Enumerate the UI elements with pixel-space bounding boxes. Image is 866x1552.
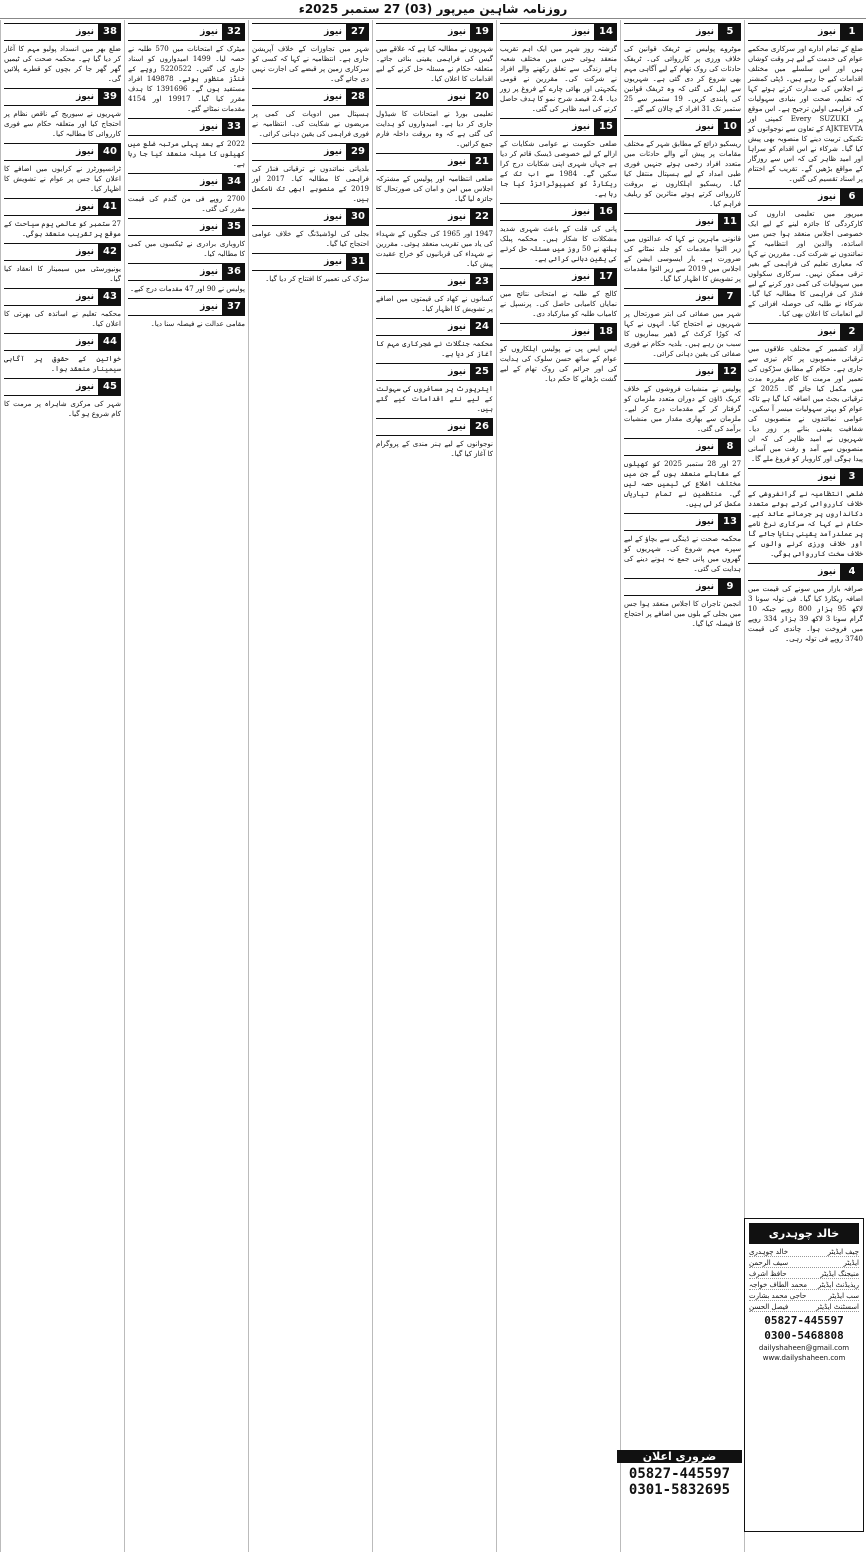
news-tag-label: نیوز [500,118,595,136]
news-number: 3 [841,468,863,486]
news-text: ضلعی انتظامیہ نے گرانفروشی کے خلاف کارروائی کرتے ہوئے متعدد دکانداروں پر جرمانے عائد کیے۔ حکام نے کہا کہ سرکاری نرخ نامے پر عملدرآمد یقینی بنایا جائے گا اور خلاف ورزی کرنے والوں کے خلاف سخت کارروائی ہوگی۔ [748,490,863,558]
page-header [0,0,866,19]
news-item [500,323,617,384]
news-text: موٹروے پولیس نے ٹریفک قوانین کی خلاف ورزی پر کارروائی کی۔ ٹریفک حادثات کی روک تھام کے لیے آگاہی مہم بھی شروع کر دی گئی ہے۔ شہریوں سے اپیل کی گئی کہ وہ ٹریفک قوانین کی پابندی کریں۔ 19 ستمبر سے 25 ستمبر تک 31 افراد کے چالان کیے گئے۔ [624,45,741,113]
masthead-person: حافظ اشرف [749,1270,787,1278]
news-tag-label: نیوز [4,198,99,216]
news-item [748,188,863,319]
news-item [4,243,121,284]
news-text: پانی کی قلت کے باعث شہری شدید مشکلات کا شکار ہیں۔ محکمہ پبلک ہیلتھ نے 50 روز میں مسئلہ حل کرنے کی یقین دہانی کرائی ہے۔ [500,225,617,263]
news-text: شہر میں تجاوزات کے خلاف آپریشن جاری ہے۔ انتظامیہ نے کہا کہ کسی کو سرکاری زمین پر قبضے کی اجازت نہیں دی جائے گی۔ [252,45,369,83]
news-tag-label: نیوز [4,23,99,41]
news-item [624,118,741,209]
news-text: شہر میں صفائی کی ابتر صورتحال پر شہریوں نے احتجاج کیا۔ انہوں نے کہا کہ کوڑا کرکٹ کے ڈھیر بیماریوں کا سبب بن رہے ہیں۔ بلدیہ حکام نے فوری صفائی کی یقین دہانی کرائی۔ [624,310,741,358]
news-item [376,273,493,314]
masthead-phone-2: 0300-5468808 [764,1329,844,1342]
news-number: 13 [719,513,741,531]
news-tag [128,263,245,281]
news-tag [252,208,369,226]
news-tag-label: نیوز [624,213,719,231]
news-text: ٹرانسپورٹرز نے کرایوں میں اضافے کا اعلان کیا جس پر عوام نے تشویش کا اظہار کیا۔ [4,165,121,193]
news-tag [4,88,121,106]
news-text: ضلعی انتظامیہ اور پولیس کے مشترکہ اجلاس میں امن و امان کی صورتحال کا جائزہ لیا گیا۔ [376,175,493,203]
news-tag-label: نیوز [748,563,841,581]
news-number: 11 [719,213,741,231]
news-text: ریسکیو ذرائع کے مطابق شہر کے مختلف مقامات پر پیش آنے والے حادثات میں متعدد افراد زخمی ہوئے جنہیں فوری طبی امداد کے لیے ہسپتال منتقل کیا گیا۔ ریسکیو اہلکاروں نے بروقت کارروائی کرتے ہوئے متاثرین کو ریلیف فراہم کیا۔ [624,140,741,208]
news-text: بجلی کی لوڈشیڈنگ کے خلاف عوامی احتجاج کیا گیا۔ [252,230,369,248]
news-number: 14 [595,23,617,41]
news-tag [624,438,741,456]
news-item [252,23,369,84]
news-tag-label: نیوز [500,268,595,286]
news-tag-label: نیوز [500,203,595,221]
news-item [128,173,245,214]
column-2 [620,20,744,1552]
news-number: 1 [841,23,863,41]
news-tag [624,213,741,231]
news-text: شہریوں نے مطالبہ کیا ہے کہ علاقے میں گیس کی فراہمی یقینی بنائی جائے۔ متعلقہ حکام نے مسئلہ حل کرنے کے لیے اقدامات کا اعلان کیا۔ [376,45,493,83]
news-tag [624,513,741,531]
news-tag [748,23,863,41]
news-tag-label: نیوز [376,363,471,381]
news-text: گزشتہ روز شہر میں ایک اہم تقریب منعقد ہوئی جس میں مختلف شعبہ ہائے زندگی سے تعلق رکھنے والے افراد نے شرکت کی۔ مقررین نے قومی یکجہتی اور بھائی چارے کے فروغ پر زور دیا۔ 2.4 فیصد شرح نمو کا ہدف حاصل کرنے کی امید ظاہر کی گئی۔ [500,45,617,113]
news-item [376,88,493,149]
news-item [624,513,741,574]
news-item [748,468,863,559]
news-tag [500,323,617,341]
masthead-row [749,1281,859,1290]
news-text: مقامی عدالت نے فیصلہ سنا دیا۔ [150,320,245,328]
news-tag-label: نیوز [128,263,223,281]
news-number: 20 [471,88,493,106]
news-number: 2 [841,323,863,341]
news-tag [252,143,369,161]
notice-phone-2: 0301-5832695 [628,1482,731,1498]
news-tag [128,118,245,136]
news-tag-label: نیوز [4,378,99,396]
news-number: 30 [347,208,369,226]
news-tag [252,88,369,106]
news-text: میرپور میں تعلیمی اداروں کی کارکردگی کا جائزہ لینے کے لیے ایک خصوصی اجلاس منعقد ہوا جس میں اساتذہ، والدین اور انتظامیہ کے نمائندوں نے شرکت کی۔ مقررین نے کہا کہ معیاری تعلیم کی فراہمی کے بغیر ترقی ممکن نہیں۔ سرکاری سکولوں میں سہولیات کی کمی دور کرنے کے لیے فنڈز کی فراہمی کا مطالبہ کیا گیا۔ شرکاء نے طلبہ کی حوصلہ افزائی کے لیے انعامات کا اعلان بھی کیا۔ [748,210,863,318]
news-text: آزاد کشمیر کے مختلف علاقوں میں ترقیاتی منصوبوں پر کام تیزی سے جاری ہے۔ حکام کے مطابق سڑکوں کی تعمیر اور مرمت کا کام مقررہ مدت میں مکمل کیا جائے گا۔ 2025 کے ترقیاتی بجٹ میں اضافہ کیا گیا ہے تاکہ عوام کو بہتر سہولیات میسر آ سکیں۔ عوامی نمائندوں نے منصوبوں کی شفافیت یقینی بنانے پر زور دیا۔ شہریوں نے امید ظاہر کی کہ ان منصوبوں سے آمد و رفت میں آسانی پیدا ہوگی اور کاروبار کو فروغ ملے گا۔ [748,345,863,463]
news-text: تعلیمی بورڈ نے امتحانات کا شیڈول جاری کر دیا ہے۔ امیدواروں کو ہدایت کی گئی ہے کہ وہ بروقت داخلہ فارم جمع کرائیں۔ [376,110,493,148]
masthead-person: سیف الرحمن [749,1259,789,1267]
news-tag-label: نیوز [4,243,99,261]
news-item [4,378,121,419]
news-item [748,23,863,184]
news-tag-label: نیوز [624,288,719,306]
news-tag [128,23,245,41]
news-number: 43 [99,288,121,306]
news-item [4,88,121,139]
news-tag [376,208,493,226]
news-item [4,198,121,239]
news-tag [500,268,617,286]
news-number: 29 [347,143,369,161]
news-tag-label: نیوز [376,418,471,436]
news-tag-label: نیوز [376,153,471,171]
news-item [624,288,741,359]
news-item [376,153,493,204]
news-text: پولیس نے 90 اور 47 مقدمات درج کیے۔ [129,285,245,293]
news-text: سڑک کی تعمیر کا افتتاح کر دیا گیا۔ [265,275,369,283]
news-tag [128,173,245,191]
news-number: 34 [223,173,245,191]
news-number: 32 [223,23,245,41]
news-item [624,23,741,114]
news-tag-label: نیوز [500,323,595,341]
news-text: نوجوانوں کے لیے ہنر مندی کے پروگرام کا آغاز کیا گیا۔ [376,440,493,458]
news-tag-label: نیوز [128,218,223,236]
news-text: 27 ستمبر کو عالمی یوم سیاحت کے موقع پر تقریب منعقد ہوگی۔ [4,220,121,238]
news-tag-label: نیوز [624,438,719,456]
news-item [4,143,121,194]
masthead-row [749,1259,859,1268]
masthead-box [744,1218,864,1532]
news-tag [4,243,121,261]
news-number: 22 [471,208,493,226]
masthead-email[interactable]: dailyshaheen@gmail.com [758,1344,850,1352]
news-tag-label: نیوز [252,143,347,161]
news-number: 36 [223,263,245,281]
news-tag [624,578,741,596]
news-item [4,333,121,374]
news-tag [624,363,741,381]
news-item [624,578,741,629]
news-number: 8 [719,438,741,456]
masthead-row [749,1248,859,1257]
news-item [500,268,617,319]
news-text: محکمہ جنگلات نے شجرکاری مہم کا آغاز کر دیا ہے۔ [376,340,493,358]
news-item [500,203,617,264]
masthead-role: ایڈیٹر [843,1259,859,1267]
masthead-phone-1: 05827-445597 [764,1314,844,1327]
news-tag [376,318,493,336]
masthead-role: سب ایڈیٹر [828,1292,859,1300]
news-text: صرافہ بازار میں سونے کی قیمت میں اضافہ ریکارڈ کیا گیا۔ فی تولہ سونا 3 لاکھ 95 ہزار 800 روپے جبکہ 10 گرام سونا 3 لاکھ 39 ہزار 334 روپے میں فروخت ہوا۔ چاندی کی قیمت 3740 روپے فی تولہ رہی۔ [748,585,863,643]
news-number: 40 [99,143,121,161]
news-tag-label: نیوز [4,288,99,306]
news-tag-label: نیوز [4,143,99,161]
news-tag [4,198,121,216]
news-tag-label: نیوز [128,118,223,136]
news-tag [624,288,741,306]
news-number: 5 [719,23,741,41]
news-tag [500,23,617,41]
notice-box [617,1450,742,1498]
news-number: 12 [719,363,741,381]
masthead-row [749,1292,859,1301]
news-text: ضلعی حکومت نے عوامی شکایات کے ازالے کے لیے خصوصی ڈیسک قائم کر دیا ہے جہاں شہری اپنی شکایات درج کرا سکیں گے۔ 1984 سے اب تک کے ریکارڈ کو کمپیوٹرائزڈ کیا جا رہا ہے۔ [500,140,617,198]
news-tag [748,563,863,581]
news-tag [748,188,863,206]
news-tag-label: نیوز [4,333,99,351]
page-title: روزنامہ شاہین میرپور (03) 27 ستمبر 2025ء [298,2,568,16]
news-number: 41 [99,198,121,216]
news-item [376,208,493,269]
news-text: 2700 روپے فی من گندم کی قیمت مقرر کی گئی۔ [128,195,245,213]
news-number: 23 [471,273,493,291]
news-item [624,213,741,284]
masthead-website[interactable]: www.dailyshaheen.com [762,1354,846,1362]
news-number: 18 [595,323,617,341]
news-tag-label: نیوز [748,468,841,486]
masthead-person: محمد الطاف خواجہ [749,1281,807,1289]
news-text: بلدیاتی نمائندوں نے ترقیاتی فنڈز کی فراہمی کا مطالبہ کیا۔ 2017 اور 2019 کے منصوبے ابھی تک نامکمل ہیں۔ [252,165,369,203]
news-tag [624,23,741,41]
news-number: 35 [223,218,245,236]
news-tag-label: نیوز [748,323,841,341]
news-text: پولیس نے منشیات فروشوں کے خلاف کریک ڈاؤن کے دوران متعدد ملزمان کو گرفتار کر کے مقدمات درج کر لیے۔ ملزمان سے بھاری مقدار میں منشیات برآمد کی گئی۔ [624,385,741,433]
column-3 [496,20,620,1552]
masthead-person: فیصل الحسن [749,1303,789,1311]
column-6 [124,20,248,1552]
news-item [128,218,245,259]
news-tag [4,288,121,306]
news-tag [376,88,493,106]
news-number: 45 [99,378,121,396]
news-tag [500,118,617,136]
news-text: ضلع کے تمام ادارے اور سرکاری محکمے عوام کی خدمت کے لیے ہر وقت کوشاں ہیں اور اس سلسلے میں مختلف اقدامات کیے جا رہے ہیں۔ ڈپٹی کمشنر نے اجلاس کی صدارت کرتے ہوئے کہا کہ تعلیم، صحت اور بنیادی سہولیات کی فراہمی اولین ترجیح ہے۔ اس موقع پر Every SUZUKI کمپنی اور AJKTEVTA کے تعاون سے نوجوانوں کو تکنیکی تربیت دینے کا منصوبہ بھی پیش کیا گیا۔ شرکاء نے اس اقدام کو سراہا اور امید ظاہر کی کہ اس سے روزگار کے مواقع بڑھیں گے۔ تقریب کے اختتام پر اسناد تقسیم کی گئیں۔ [748,45,863,183]
masthead-row [749,1303,859,1312]
news-tag-label: نیوز [624,363,719,381]
news-tag-label: نیوز [376,273,471,291]
news-tag [376,273,493,291]
column-4 [372,20,496,1552]
masthead-role: ریذیڈنٹ ایڈیٹر [817,1281,859,1289]
news-tag [4,143,121,161]
news-tag-label: نیوز [748,23,841,41]
news-tag-label: نیوز [376,88,471,106]
news-number: 39 [99,88,121,106]
news-number: 28 [347,88,369,106]
masthead-role: منیجنگ ایڈیٹر [820,1270,859,1278]
newspaper-page [0,20,866,1552]
news-text: ضلع بھر میں انسداد پولیو مہم کا آغاز کر دیا گیا ہے۔ محکمہ صحت کی ٹیمیں گھر گھر جا کر بچوں کو قطرے پلائیں گی۔ [4,45,121,83]
news-text: یونیورسٹی میں سیمینار کا انعقاد کیا گیا۔ [4,265,121,283]
news-number: 33 [223,118,245,136]
news-number: 17 [595,268,617,286]
news-tag [128,298,245,316]
news-tag [4,378,121,396]
news-item [748,323,863,464]
news-number: 25 [471,363,493,381]
news-tag [252,23,369,41]
news-item [376,23,493,84]
news-item [252,253,369,284]
news-tag-label: نیوز [128,23,223,41]
news-number: 10 [719,118,741,136]
news-tag-label: نیوز [624,513,719,531]
news-number: 37 [223,298,245,316]
news-tag-label: نیوز [252,253,347,271]
news-text: شہر کی مرکزی شاہراہ پر مرمت کا کام شروع ہو گیا۔ [4,400,121,418]
news-tag [128,218,245,236]
masthead-role: اسسٹنٹ ایڈیٹر [816,1303,859,1311]
news-tag-label: نیوز [748,188,841,206]
news-number: 6 [841,188,863,206]
news-text: میٹرک کے امتحانات میں 570 طلبہ نے حصہ لیا۔ 1499 امیدواروں کو اسناد جاری کی گئیں۔ 5220522 روپے کے فنڈز منظور ہوئے۔ 149878 افراد مستفید ہوں گے۔ 1391696 کا ہدف مقرر کیا گیا۔ 19917 اور 4154 مقدمات نمٹائے گئے۔ [128,45,246,113]
news-number: 31 [347,253,369,271]
news-tag [376,418,493,436]
news-tag [376,153,493,171]
news-item [500,118,617,199]
notice-title: ضروری اعلان [617,1450,742,1463]
news-text: قانونی ماہرین نے کہا کہ عدالتوں میں زیر التوا مقدمات کو جلد نمٹانے کی ضرورت ہے۔ بار ایسوسی ایشن کے اجلاس میں 2019 سے زیر التوا مقدمات پر تشویش کا اظہار کیا گیا۔ [624,235,741,283]
news-item [252,208,369,249]
news-number: 24 [471,318,493,336]
news-item [376,318,493,359]
news-item [128,263,245,294]
news-number: 15 [595,118,617,136]
news-item [252,143,369,204]
news-tag [748,468,863,486]
news-number: 4 [841,563,863,581]
news-tag [4,23,121,41]
news-tag-label: نیوز [128,173,223,191]
news-text: محکمہ تعلیم نے اساتذہ کی بھرتی کا اعلان کیا۔ [4,310,121,328]
news-text: شہریوں نے سیوریج کے ناقص نظام پر احتجاج کیا اور متعلقہ حکام سے فوری کارروائی کا مطالبہ کیا۔ [4,110,121,138]
news-tag [500,203,617,221]
masthead-logo: خالد چوہدری [749,1223,859,1244]
masthead-row [749,1270,859,1279]
masthead-person: حاجی محمد بشارت [749,1292,807,1300]
news-item [128,298,245,329]
news-tag [624,118,741,136]
news-tag [376,23,493,41]
news-text: ہسپتال میں ادویات کی کمی پر مریضوں نے شکایت کی۔ انتظامیہ نے فوری فراہمی کی یقین دہانی کرائی۔ [252,110,369,138]
news-tag-label: نیوز [500,23,595,41]
news-item [252,88,369,139]
news-tag [252,253,369,271]
news-item [4,23,121,84]
news-item [128,118,245,169]
news-text: کالج کے طلبہ نے امتحانی نتائج میں نمایاں کامیابی حاصل کی۔ پرنسپل نے کامیاب طلبہ کو مبارکباد دی۔ [500,290,617,318]
news-text: 27 اور 28 ستمبر 2025 کو کھیلوں کے مقابلے منعقد ہوں گے جن میں مختلف اضلاع کی ٹیمیں حصہ لیں گی۔ منتظمین نے تمام تیاریاں مکمل کر لی ہیں۔ [624,460,742,508]
news-tag-label: نیوز [376,23,471,41]
news-number: 26 [471,418,493,436]
news-tag-label: نیوز [376,208,471,226]
news-text: محکمہ صحت نے ڈینگی سے بچاؤ کے لیے سپرے مہم شروع کی۔ شہریوں کو گھروں میں پانی جمع نہ ہونے دینے کی ہدایت کی گئی۔ [624,535,741,573]
news-number: 38 [99,23,121,41]
news-tag-label: نیوز [128,298,223,316]
news-tag [748,323,863,341]
news-number: 9 [719,578,741,596]
news-item [4,288,121,329]
news-tag-label: نیوز [4,88,99,106]
news-number: 27 [347,23,369,41]
news-tag-label: نیوز [624,118,719,136]
news-number: 42 [99,243,121,261]
news-number: 7 [719,288,741,306]
news-item [748,563,863,644]
news-item [624,438,741,509]
news-text: 2022 کے بعد پہلی مرتبہ ضلع میں کھیلوں کا میلہ منعقد کیا جا رہا ہے۔ [128,140,245,168]
news-item [376,418,493,459]
news-item [376,363,493,414]
news-tag [4,333,121,351]
news-text: ایئرپورٹ پر مسافروں کی سہولت کے لیے نئے اقدامات کیے گئے ہیں۔ [376,385,493,413]
news-text: کاروباری برادری نے ٹیکسوں میں کمی کا مطالبہ کیا۔ [128,240,245,258]
news-text: ایس ایس پی نے پولیس اہلکاروں کو عوام کے ساتھ حسن سلوک کی ہدایت کی اور جرائم کی روک تھام کے لیے گشت بڑھانے کا حکم دیا۔ [500,345,617,383]
column-5 [248,20,372,1552]
news-text: کسانوں نے کھاد کی قیمتوں میں اضافے پر تشویش کا اظہار کیا۔ [376,295,493,313]
news-number: 21 [471,153,493,171]
news-tag-label: نیوز [376,318,471,336]
news-tag-label: نیوز [252,23,347,41]
news-item [128,23,245,114]
news-text: 1947 اور 1965 کی جنگوں کے شہداء کی یاد میں تقریب منعقد ہوئی۔ مقررین نے شہداء کی قربانیوں کو خراج عقیدت پیش کیا۔ [376,230,493,268]
news-item [500,23,617,114]
news-number: 44 [99,333,121,351]
notice-phone-1: 05827-445597 [628,1466,731,1482]
news-text: خواتین کے حقوق پر آگاہی سیمینار منعقد ہوا۔ [4,355,121,373]
news-tag-label: نیوز [624,23,719,41]
news-item [624,363,741,434]
news-text: انجمن تاجران کا اجلاس منعقد ہوا جس میں بجلی کے بلوں میں اضافے پر احتجاج کا فیصلہ کیا گیا۔ [624,600,741,628]
news-tag [376,363,493,381]
masthead-staff-list [745,1248,863,1312]
news-tag-label: نیوز [624,578,719,596]
column-7 [0,20,124,1552]
news-tag-label: نیوز [252,208,347,226]
news-number: 19 [471,23,493,41]
news-number: 16 [595,203,617,221]
masthead-role: چیف ایڈیٹر [827,1248,859,1256]
news-tag-label: نیوز [252,88,347,106]
masthead-person: خالد چوہدری [749,1248,789,1256]
